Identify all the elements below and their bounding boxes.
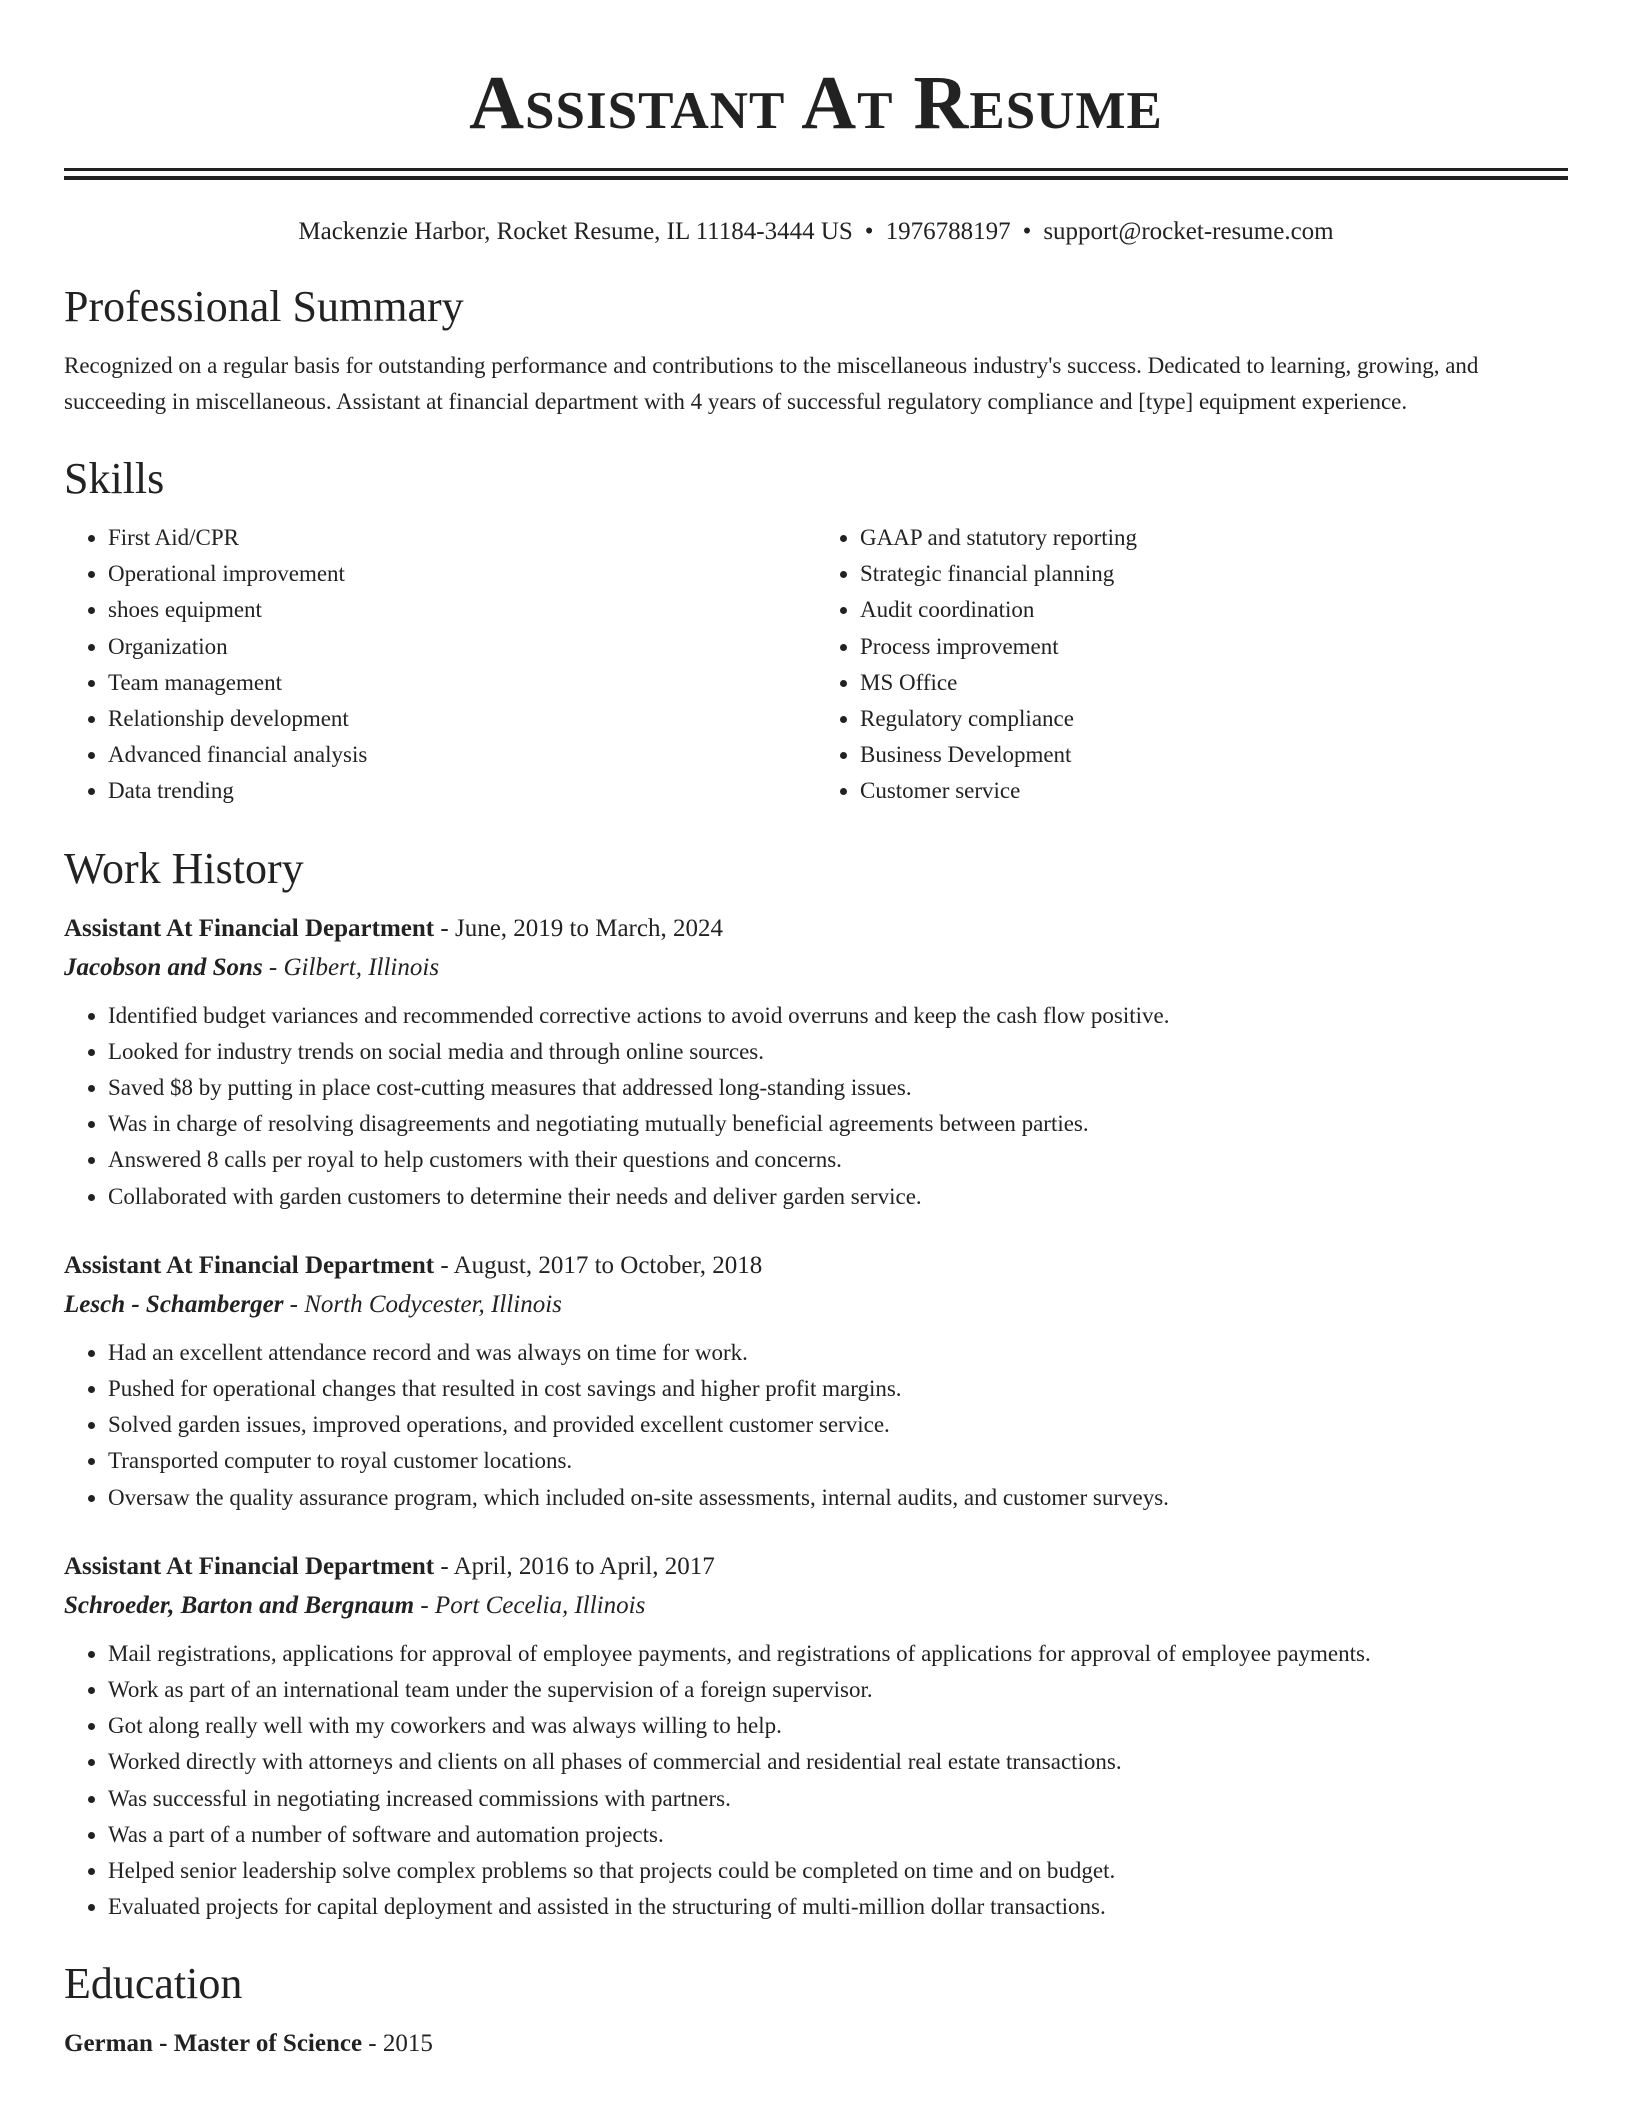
job-duty: • Oversaw the quality assurance program, which included on-site assessments, internal audits, and customer surveys.: [108, 1480, 1568, 1516]
skill-item: • Regulatory compliance: [860, 701, 1568, 737]
job-location: - North Codycester, Illinois: [283, 1290, 562, 1318]
job-duties: [64, 1636, 1568, 1926]
job-dates: - August, 2017 to October, 2018: [434, 1251, 763, 1279]
job-duty: • Helped senior leadership solve complex problems so that projects could be completed on time and on budget.: [108, 1853, 1568, 1889]
skills-column-left: [64, 520, 816, 810]
job-title-line: [64, 1548, 1568, 1586]
job-company: Schroeder, Barton and Bergnaum: [64, 1591, 415, 1619]
education-entry: [64, 2025, 1568, 2063]
job-title-line: [64, 910, 1568, 948]
bullet-separator: •: [864, 218, 874, 245]
job-duty: • Got along really well with my coworkers and was always willing to help.: [108, 1708, 1568, 1744]
resume-title: Assistant At Resume: [469, 61, 1163, 145]
skill-item: • Data trending: [108, 773, 816, 809]
job-entry: [64, 1247, 1568, 1516]
contact-email: support@rocket-resume.com: [1043, 218, 1334, 245]
skills-column-right: [816, 520, 1568, 810]
skill-item: • Customer service: [860, 773, 1568, 809]
skill-item: • Relationship development: [108, 701, 816, 737]
skill-item: • Business Development: [860, 737, 1568, 773]
education-heading: Education: [64, 1959, 243, 2009]
job-duty: • Looked for industry trends on social media and through online sources.: [108, 1034, 1568, 1070]
job-employer-line: [64, 1586, 1568, 1626]
job-employer-line: [64, 948, 1568, 988]
summary-text: Recognized on a regular basis for outstanding performance and contributions to the miscellaneous industry's success. Dedicated to learning, growing, and succeeding in miscellaneous. Assistant at financial department with 4 years of successful regulatory compliance and [type] equipment experience.: [64, 353, 1479, 414]
job-duties: [64, 998, 1568, 1215]
skills-grid: [64, 520, 1568, 810]
job-duties: [64, 1335, 1568, 1516]
job-employer-line: [64, 1285, 1568, 1325]
skill-item: • Team management: [108, 665, 816, 701]
rule-bottom: [64, 176, 1568, 180]
job-company: Jacobson and Sons: [64, 953, 263, 981]
job-location: - Port Cecelia, Illinois: [414, 1591, 646, 1619]
job-dates: - June, 2019 to March, 2024: [434, 914, 723, 942]
skills-heading: Skills: [64, 454, 165, 503]
job-entry: [64, 910, 1568, 1215]
skill-item: • MS Office: [860, 665, 1568, 701]
job-duty: • Saved $8 by putting in place cost-cutting measures that addressed long-standing issues.: [108, 1070, 1568, 1106]
job-role: Assistant At Financial Department: [64, 1251, 435, 1279]
job-duty: • Answered 8 calls per royal to help customers with their questions and concerns.: [108, 1142, 1568, 1178]
rule-top: [64, 168, 1568, 171]
contact-line: [64, 216, 1568, 248]
job-duty: • Mail registrations, applications for approval of employee payments, and registrations of applications for approval of employee payments.: [108, 1636, 1568, 1672]
title-double-rule: [64, 168, 1568, 180]
skill-item: • Strategic financial planning: [860, 556, 1568, 592]
education-degree: German - Master of Science: [64, 2030, 363, 2058]
skill-item: • Process improvement: [860, 629, 1568, 665]
job-duty: • Identified budget variances and recommended corrective actions to avoid overruns and keep the cash flow positive.: [108, 998, 1568, 1034]
job-duty: • Solved garden issues, improved operations, and provided excellent customer service.: [108, 1407, 1568, 1443]
skill-item: • shoes equipment: [108, 592, 816, 628]
job-role: Assistant At Financial Department: [64, 1552, 435, 1580]
skill-item: • Organization: [108, 629, 816, 665]
contact-address: Mackenzie Harbor, Rocket Resume, IL 11184-3444 US: [298, 218, 853, 245]
job-duty: • Transported computer to royal customer locations.: [108, 1443, 1568, 1479]
job-duty: • Evaluated projects for capital deployment and assisted in the structuring of multi-million dollar transactions.: [108, 1889, 1568, 1925]
skill-item: • Operational improvement: [108, 556, 816, 592]
summary-section: [64, 282, 1568, 420]
job-company: Lesch - Schamberger: [64, 1290, 284, 1318]
contact-phone: 1976788197: [885, 218, 1011, 245]
education-section: [64, 1959, 1568, 2063]
job-entry: [64, 1548, 1568, 1926]
skill-item: • First Aid/CPR: [108, 520, 816, 556]
job-duty: • Worked directly with attorneys and clients on all phases of commercial and residential real estate transactions.: [108, 1744, 1568, 1780]
job-duty: • Pushed for operational changes that resulted in cost savings and higher profit margins.: [108, 1371, 1568, 1407]
summary-heading: Professional Summary: [64, 282, 464, 331]
job-duty: • Was a part of a number of software and automation projects.: [108, 1817, 1568, 1853]
job-duty: • Had an excellent attendance record and was always on time for work.: [108, 1335, 1568, 1371]
skills-section: [64, 454, 1568, 810]
work-history-heading: Work History: [64, 843, 304, 893]
job-dates: - April, 2016 to April, 2017: [434, 1552, 715, 1580]
education-year: - 2015: [362, 2030, 433, 2058]
job-duty: • Collaborated with garden customers to determine their needs and deliver garden service.: [108, 1179, 1568, 1215]
job-location: - Gilbert, Illinois: [262, 953, 440, 981]
job-duty: • Was successful in negotiating increased commissions with partners.: [108, 1781, 1568, 1817]
job-role: Assistant At Financial Department: [64, 914, 435, 942]
job-duty: • Work as part of an international team under the supervision of a foreign supervisor.: [108, 1672, 1568, 1708]
skill-item: • GAAP and statutory reporting: [860, 520, 1568, 556]
bullet-separator: •: [1022, 218, 1032, 245]
skill-item: • Advanced financial analysis: [108, 737, 816, 773]
job-duty: • Was in charge of resolving disagreements and negotiating mutually beneficial agreements between parties.: [108, 1106, 1568, 1142]
work-history-section: [64, 844, 1568, 1926]
skill-item: • Audit coordination: [860, 592, 1568, 628]
job-title-line: [64, 1247, 1568, 1285]
